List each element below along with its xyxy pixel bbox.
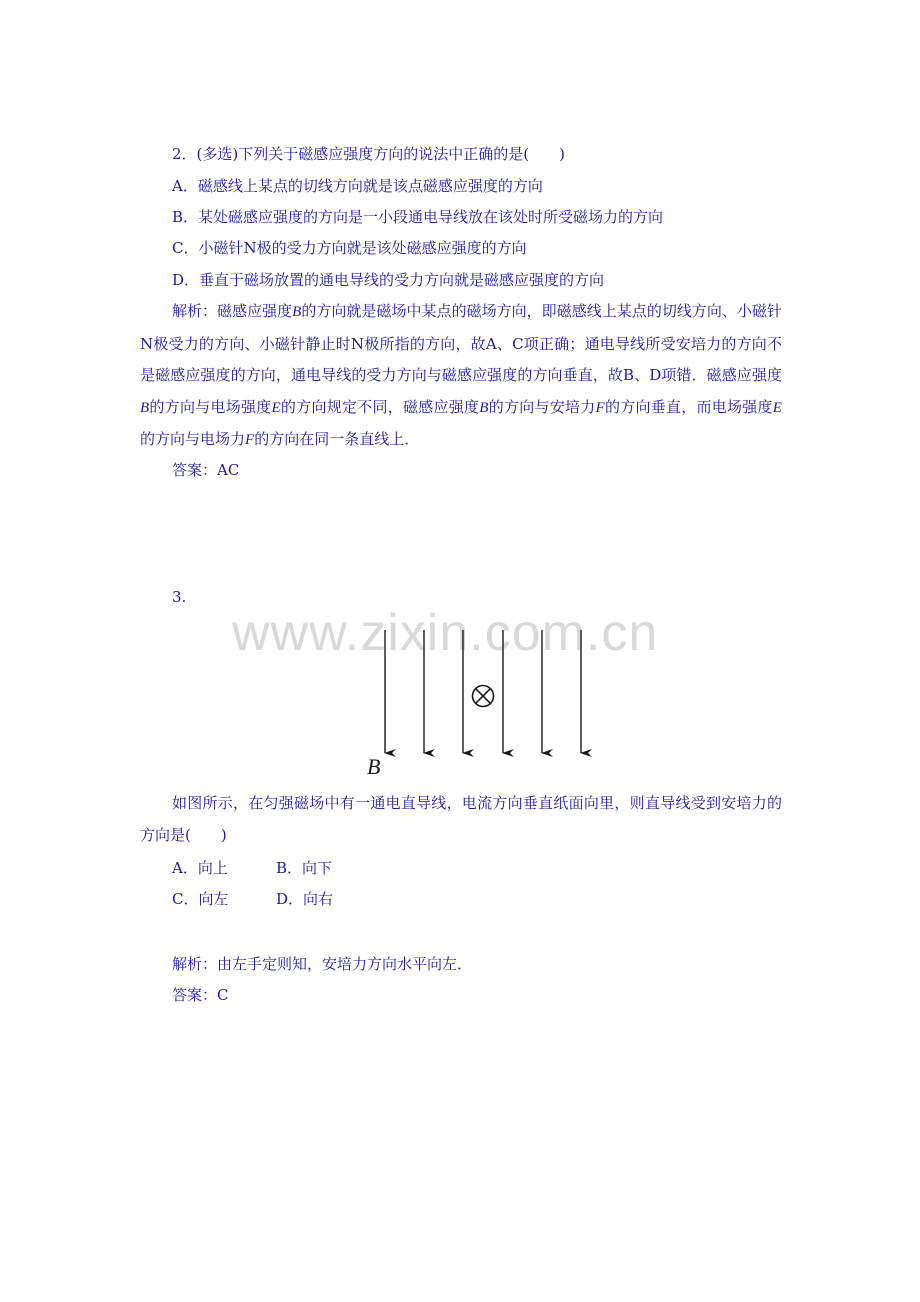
q3-analysis: 解析：由左手定则知，安培力方向水平向左． xyxy=(172,955,473,973)
q3-options-row-1 xyxy=(172,858,472,878)
q2-option-c: C．小磁针N极的受力方向就是该处磁感应强度的方向 xyxy=(172,239,527,257)
q2-analysis-text: 解析：磁感应强度 xyxy=(172,302,293,320)
q3-answer: 答案：C xyxy=(172,986,229,1004)
q2-analysis-text: 的方向垂直，而电场强度 xyxy=(604,397,773,416)
symbol-f: F xyxy=(595,399,605,416)
q2-analysis-text: 的方向就是磁场中某点的磁场方向，即磁感线上某点的切线方向、小磁针N极受力的方向、小磁针静止时N极所指的方向，故A、C项正确；通电导线所受安培力的方向不是磁感应强度的方向，通电导线的受力方向与磁感应强度的方向垂直，故B、D项错．磁感应强度 xyxy=(140,302,782,384)
q2-analysis-text: 的方向与电场强度 xyxy=(149,397,272,416)
symbol-e: E xyxy=(772,399,782,416)
symbol-f: F xyxy=(245,432,255,448)
q3-options-row-2 xyxy=(172,889,472,909)
q3-option-a: A．向上 xyxy=(172,859,228,877)
magnetic-field-figure xyxy=(360,620,630,780)
q2-option-a: A．磁感线上某点的切线方向就是该点磁感应强度的方向 xyxy=(172,177,543,195)
q2-analysis xyxy=(140,296,782,457)
into-page-cross-circle-icon xyxy=(473,686,494,707)
symbol-e: E xyxy=(271,399,281,416)
q2-analysis-text: 的方向在同一条直线上． xyxy=(254,430,420,448)
q3-option-c: C．向左 xyxy=(172,890,229,908)
symbol-b: B xyxy=(479,399,489,416)
q2-stem: 2．(多选)下列关于磁感应强度方向的说法中正确的是( ) xyxy=(172,145,565,163)
q2-analysis-text: 的方向与电场力 xyxy=(140,430,246,448)
q2-option-d: D．垂直于磁场放置的通电导线的受力方向就是磁感应强度的方向 xyxy=(172,271,605,289)
q3-option-d: D．向右 xyxy=(276,890,334,908)
q2-analysis-text: 的方向与安培力 xyxy=(488,397,596,416)
symbol-b: B xyxy=(140,399,150,416)
q3-number: 3. xyxy=(172,588,187,606)
q2-analysis-text: 的方向规定不同，磁感应强度 xyxy=(280,397,480,416)
q2-option-b: B．某处磁感应强度的方向是一小段通电导线放在该处时所受磁场力的方向 xyxy=(172,208,664,226)
q3-stem: 如图所示，在匀强磁场中有一通电直导线，电流方向垂直纸面向里，则直导线受到安培力的方向是( ) xyxy=(140,794,782,844)
q2-answer: 答案：AC xyxy=(172,461,240,479)
field-label: B xyxy=(367,754,381,779)
symbol-b: B xyxy=(292,304,302,320)
watermark: www.zixin.com.cn xyxy=(232,604,659,662)
q3-option-b: B．向下 xyxy=(276,859,333,877)
